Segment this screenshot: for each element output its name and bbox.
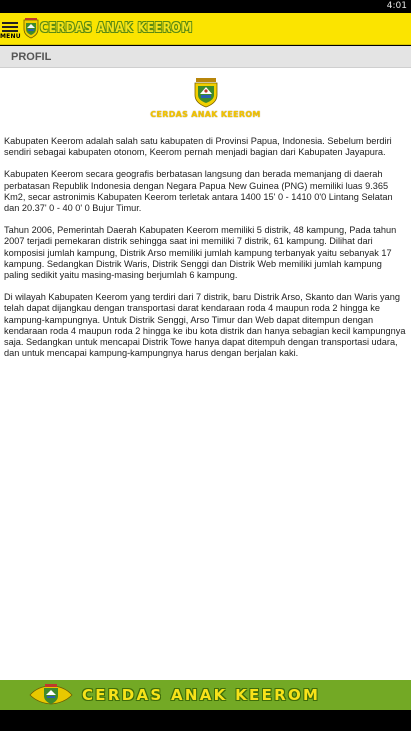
logo-caption: CERDAS ANAK KEEROM bbox=[150, 110, 261, 119]
status-time: 4:01 bbox=[386, 1, 407, 11]
system-nav-bar bbox=[0, 710, 411, 731]
app-title: CERDAS ANAK KEEROM bbox=[40, 21, 193, 36]
banner-text: CERDAS ANAK KEEROM bbox=[82, 686, 321, 704]
section-title: PROFIL bbox=[11, 51, 52, 63]
menu-button[interactable] bbox=[0, 21, 22, 43]
keerom-emblem-icon bbox=[28, 682, 74, 708]
paragraph: Tahun 2006, Pemerintah Daerah Kabupaten Keerom memiliki 5 distrik, 48 kampung, Pada tahun 2007 terjadi pemekaran distrik sehingga saat ini memiliki 7 distrik, 61 kampung. Dilihat dari komposisi jumlah kampung, Distrik Arso memiliki jumlah kampung terbanyak yaitu sebanyak 17 kampung. Sedangkan Distrik Waris, Distrik Senggi dan Distrik Web memiliki jumlah kampung paling sedikit yaitu masing-masing berjumlah 6 kampung. bbox=[4, 225, 397, 281]
content-logo bbox=[0, 78, 411, 119]
menu-label: MENU bbox=[0, 33, 21, 40]
app-bar bbox=[0, 13, 411, 45]
content-area bbox=[0, 68, 411, 680]
section-header bbox=[0, 46, 411, 68]
bottom-banner bbox=[0, 680, 411, 710]
paragraph: Di wilayah Kabupaten Keerom yang terdiri dari 7 distrik, baru Distrik Arso, Skanto dan Waris yang telah dapat dijangkau dengan transportasi darat kendaraan roda 4 maupun roda 2 hingga ke kampung-kampungnya. Untuk Distrik Senggi, Arso Timur dan Web dapat ditempun dengan kendaraan roda 4 maupun roda 2 hingga ke ibu kota distrik dan hanya sebagian kecil kampungnya saja. Sedangkan untuk mencapai Distrik Towe hanya dapat ditempuh dengan transportasi udara, dan untuk mencapai kampung-kampungnya harus dengan berjalan kaki. bbox=[4, 292, 406, 359]
status-bar bbox=[0, 0, 411, 13]
paragraph: Kabupaten Keerom secara geografis berbatasan langsung dan berada memanjang di daerah perbatasan Republik Indonesia dengan Negara Papua New Guinea (PNG) memiliki luas 9.365 Km2, secar astronimis Kabupaten Keerom terletak antara 1400 15' 0 - 1410 0'0 Lintang Selatan dan 20.37' 0 - 40 0' 0 Bujur Timur. bbox=[4, 169, 393, 214]
hamburger-menu-icon bbox=[2, 22, 18, 24]
paragraph: Kabupaten Keerom adalah salah satu kabupaten di Provinsi Papua, Indonesia. Sebelum berdiri sendiri sebagai kabupaten otonom, Keerom pernah menjadi bagian dari Kabupaten Jayapura. bbox=[4, 136, 392, 158]
keerom-emblem-icon bbox=[193, 78, 219, 108]
keerom-emblem-icon bbox=[23, 17, 39, 39]
profile-text bbox=[4, 136, 406, 370]
